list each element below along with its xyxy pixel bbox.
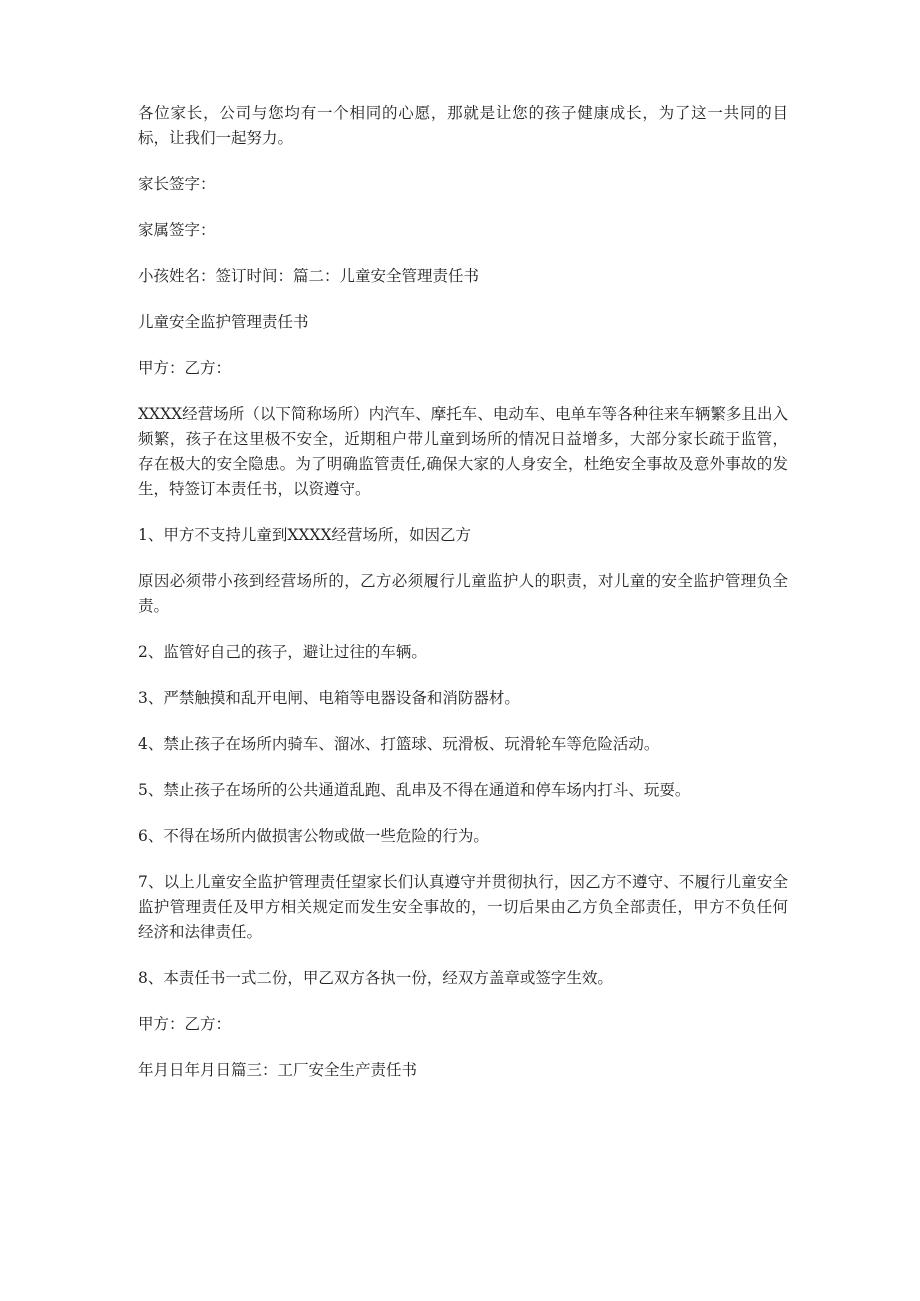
clause-2: 2、监管好自己的孩子，避让过往的车辆。: [138, 643, 427, 661]
clause-1-continued: 原因必须带小孩到经营场所的，乙方必须履行儿童监护人的职责，对儿童的安全监护管理负全责。: [138, 572, 788, 615]
clause-8: 8、本责任书一式二份，甲乙双方各执一份，经双方盖章或签字生效。: [138, 969, 613, 987]
clause-1: 1、甲方不支持儿童到XXXX经营场所，如因乙方: [138, 526, 472, 544]
child-name-date-line: 小孩姓名：签订时间：篇二：儿童安全管理责任书: [138, 267, 480, 285]
parties-line: 甲方：乙方：: [138, 359, 232, 377]
background-paragraph: XXXX经营场所（以下简称场所）内汽车、摩托车、电动车、电单车等各种往来车辆繁多且出入频繁，孩子在这里极不安全，近期租户带儿童到场所的情况日益增多，大部分家长疏于监管，存在极大的安全隐患。为了明确监管责任,确保大家的人身安全，杜绝安全事故及意外事故的发生，特签订本责任书，以资遵守。: [138, 405, 788, 498]
intro-paragraph: 各位家长，公司与您均有一个相同的心愿，那就是让您的孩子健康成长，为了这一共同的目标，让我们一起努力。: [138, 104, 788, 147]
document-page: [138, 101, 788, 1104]
family-signature-line: 家属签字：: [138, 221, 216, 239]
clause-6: 6、不得在场所内做损害公物或做一些危险的行为。: [138, 827, 489, 845]
clause-7: 7、以上儿童安全监护管理责任望家长们认真遵守并贯彻执行，因乙方不遵守、不履行儿童安全监护管理责任及甲方相关规定而发生安全事故的，一切后果由乙方负全部责任，甲方不负任何经济和法律责任。: [138, 873, 788, 941]
date-and-next-section-line: 年月日年月日篇三：工厂安全生产责任书: [138, 1061, 418, 1079]
clause-4: 4、禁止孩子在场所内骑车、溜冰、打篮球、玩滑板、玩滑轮车等危险活动。: [138, 735, 660, 753]
clause-5: 5、禁止孩子在场所的公共通道乱跑、乱串及不得在通道和停车场内打斗、玩耍。: [138, 781, 691, 799]
clause-3: 3、严禁触摸和乱开电闸、电箱等电器设备和消防器材。: [138, 689, 520, 707]
section-title: 儿童安全监护管理责任书: [138, 313, 309, 331]
parties-signature-line: 甲方：乙方：: [138, 1015, 232, 1033]
parent-signature-line: 家长签字：: [138, 175, 216, 193]
